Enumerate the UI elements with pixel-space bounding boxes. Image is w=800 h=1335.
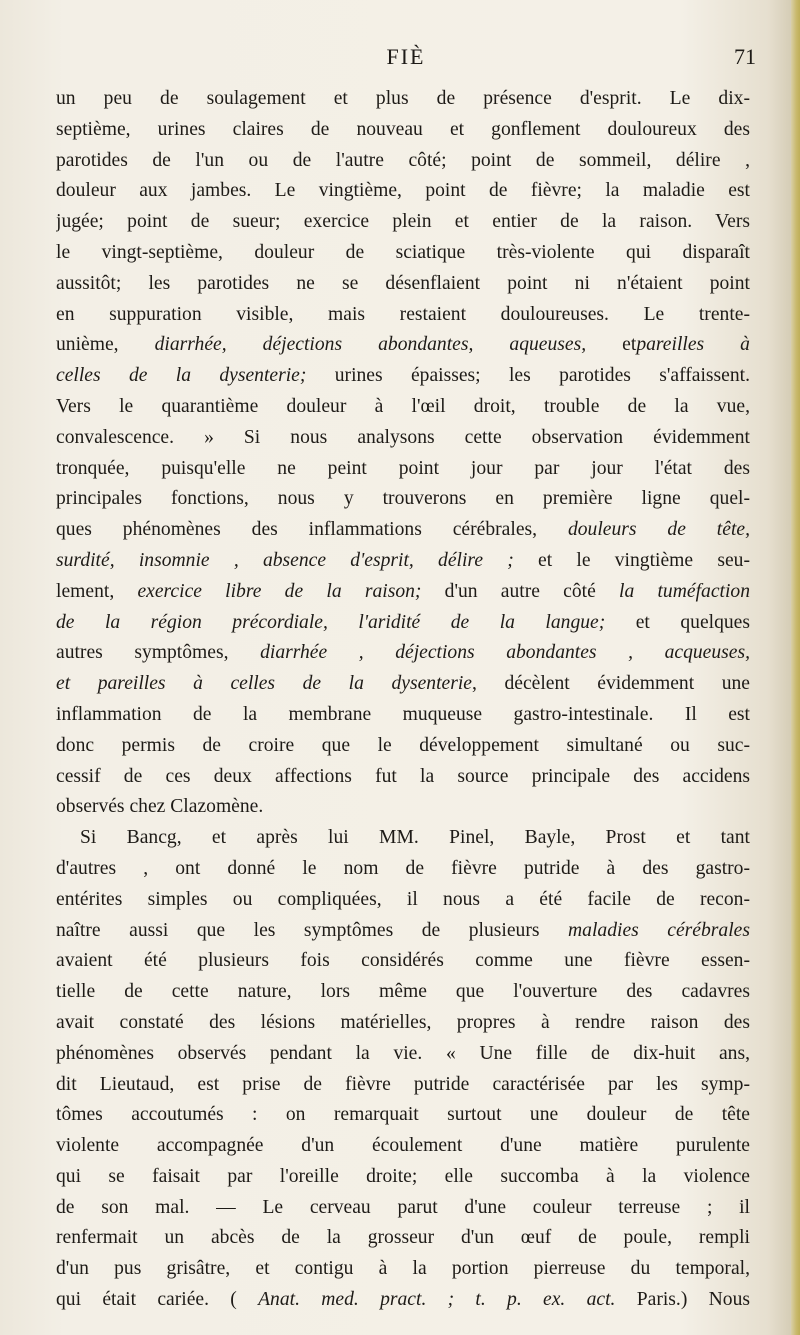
text-segment: , décèlent évidemment une bbox=[472, 673, 750, 695]
text-segment: Si Bancg, et après lui MM. Pinel, Bayle, Prost et tant bbox=[80, 827, 750, 849]
text-segment: aussitôt; les parotides ne se désenflaient point ni n'étaient point bbox=[56, 272, 750, 294]
italic-text: exercice libre de la raison; bbox=[137, 580, 422, 602]
text-line bbox=[56, 176, 750, 207]
text-line bbox=[56, 1070, 750, 1101]
text-segment: urines épaisses; les parotides s'affaissent. bbox=[306, 365, 750, 387]
body-text bbox=[56, 84, 750, 1316]
text-line bbox=[56, 577, 750, 608]
text-segment: parotides de l'un ou de l'autre côté; point de sommeil, délire , bbox=[56, 149, 750, 171]
text-segment: tronquée, puisqu'elle ne peint point jour par jour l'état des bbox=[56, 457, 750, 479]
text-segment: violente accompagnée d'un écoulement d'une matière purulente bbox=[56, 1135, 750, 1157]
text-line bbox=[56, 454, 750, 485]
text-line bbox=[56, 1008, 750, 1039]
text-segment: observés chez Clazomène. bbox=[56, 796, 264, 818]
italic-text: la tuméfaction bbox=[619, 580, 750, 602]
text-segment: tômes accoutumés : on remarquait surtout une douleur de tête bbox=[56, 1104, 750, 1126]
text-segment: convalescence. » Si nous analysons cette observation évidemment bbox=[56, 426, 750, 448]
italic-text: celles de la dysenterie; bbox=[56, 365, 307, 387]
text-line bbox=[56, 1254, 750, 1285]
text-segment: en suppuration visible, mais restaient douloureuses. Le trente- bbox=[56, 303, 750, 325]
text-segment: d'un autre côté bbox=[421, 580, 620, 602]
text-line bbox=[56, 1100, 750, 1131]
text-segment: inflammation de la membrane muqueuse gastro-intestinale. Il est bbox=[56, 703, 750, 725]
text-line bbox=[56, 1193, 750, 1224]
text-line bbox=[56, 792, 750, 823]
text-segment: dit Lieutaud, est prise de fièvre putride caractérisée par les symp- bbox=[56, 1073, 750, 1095]
text-line bbox=[56, 423, 750, 454]
italic-text: pareilles à bbox=[636, 334, 750, 356]
text-segment: septième, urines claires de nouveau et gonflement douloureux des bbox=[56, 118, 750, 140]
text-line bbox=[56, 1039, 750, 1070]
italic-text: douleurs de tête, bbox=[567, 519, 750, 541]
text-segment: d'autres , ont donné le nom de fièvre putride à des gastro- bbox=[56, 857, 750, 879]
italic-text: maladies cérébrales bbox=[568, 919, 750, 941]
text-segment: de son mal. — Le cerveau parut d'une couleur terreuse ; il bbox=[56, 1196, 750, 1218]
text-line bbox=[56, 484, 750, 515]
text-line bbox=[56, 762, 750, 793]
page-edge bbox=[791, 0, 800, 1335]
text-segment: et quelques bbox=[605, 611, 750, 633]
italic-text: Anat. med. pract. ; t. p. ex. act. bbox=[258, 1289, 616, 1311]
text-segment: phénomènes observés pendant la vie. « Une fille de dix-huit ans, bbox=[56, 1042, 750, 1064]
text-segment: avaient été plusieurs fois considérés comme une fièvre essen- bbox=[56, 950, 750, 972]
italic-text: de la région précordiale, l'aridité de la langue; bbox=[56, 611, 606, 633]
text-segment: entérites simples ou compliquées, il nous a été facile de recon- bbox=[56, 888, 750, 910]
text-segment: autres symptômes, bbox=[56, 642, 261, 664]
text-segment: tielle de cette nature, lors même que l'ouverture des cadavres bbox=[56, 981, 750, 1003]
text-segment: cessif de ces deux affections fut la source principale des accidens bbox=[56, 765, 750, 787]
text-segment: douleur aux jambes. Le vingtième, point de fièvre; la maladie est bbox=[56, 180, 750, 202]
text-line bbox=[56, 546, 750, 577]
italic-text: diarrhée, déjections abondantes, aqueuses, bbox=[154, 334, 587, 356]
text-line bbox=[56, 977, 750, 1008]
text-line bbox=[56, 269, 750, 300]
page-number: 71 bbox=[734, 44, 756, 69]
text-line bbox=[56, 731, 750, 762]
text-segment: qui se faisait par l'oreille droite; elle succomba à la violence bbox=[56, 1165, 750, 1187]
text-line bbox=[56, 638, 750, 669]
text-segment: avait constaté des lésions matérielles, propres à rendre raison des bbox=[56, 1011, 750, 1033]
text-line bbox=[56, 700, 750, 731]
text-line bbox=[56, 392, 750, 423]
text-line bbox=[56, 916, 750, 947]
text-line bbox=[56, 1285, 750, 1316]
italic-text: surdité, insomnie , absence d'esprit, délire ; bbox=[56, 549, 514, 571]
text-segment: d'un pus grisâtre, et contigu à la portion pierreuse du temporal, bbox=[56, 1258, 750, 1280]
text-line bbox=[56, 207, 750, 238]
text-line bbox=[56, 238, 750, 269]
text-segment: et le vingtième seu- bbox=[513, 549, 750, 571]
page-header bbox=[56, 42, 756, 82]
text-line bbox=[56, 1162, 750, 1193]
text-line bbox=[56, 300, 750, 331]
text-line bbox=[56, 946, 750, 977]
text-line bbox=[56, 608, 750, 639]
text-segment: lement, bbox=[56, 580, 138, 602]
text-segment: principales fonctions, nous y trouverons en première ligne quel- bbox=[56, 488, 750, 510]
text-line bbox=[56, 146, 750, 177]
text-segment: renfermait un abcès de la grosseur d'un œuf de poule, rempli bbox=[56, 1227, 750, 1249]
text-segment: et bbox=[586, 334, 637, 356]
text-line bbox=[56, 515, 750, 546]
text-line bbox=[56, 1223, 750, 1254]
text-segment: donc permis de croire que le développement simultané ou suc- bbox=[56, 734, 750, 756]
text-segment: qui était cariée. ( bbox=[56, 1289, 259, 1311]
italic-text: diarrhée , déjections abondantes , acqueuses, bbox=[260, 642, 750, 664]
text-line bbox=[56, 361, 750, 392]
text-segment: le vingt-septième, douleur de sciatique très-violente qui disparaît bbox=[56, 241, 750, 263]
running-title: FIÈ bbox=[386, 44, 426, 69]
text-line bbox=[56, 669, 750, 700]
text-segment: Paris.) Nous bbox=[615, 1289, 750, 1311]
text-line bbox=[56, 330, 750, 361]
text-segment: unième, bbox=[56, 334, 155, 356]
text-segment: un peu de soulagement et plus de présence d'esprit. Le dix- bbox=[56, 88, 750, 109]
text-line bbox=[56, 885, 750, 916]
text-line bbox=[56, 1131, 750, 1162]
text-segment: jugée; point de sueur; exercice plein et entier de la raison. Vers bbox=[56, 211, 750, 233]
text-line bbox=[56, 115, 750, 146]
text-segment: ques phénomènes des inflammations cérébrales, bbox=[56, 519, 568, 541]
text-segment: Vers le quarantième douleur à l'œil droit, trouble de la vue, bbox=[56, 395, 750, 417]
text-line bbox=[56, 823, 750, 854]
text-line bbox=[56, 854, 750, 885]
italic-text: et pareilles à celles de la dysenterie bbox=[56, 673, 472, 695]
text-segment: naître aussi que les symptômes de plusieurs bbox=[56, 919, 569, 941]
text-line bbox=[56, 84, 750, 115]
